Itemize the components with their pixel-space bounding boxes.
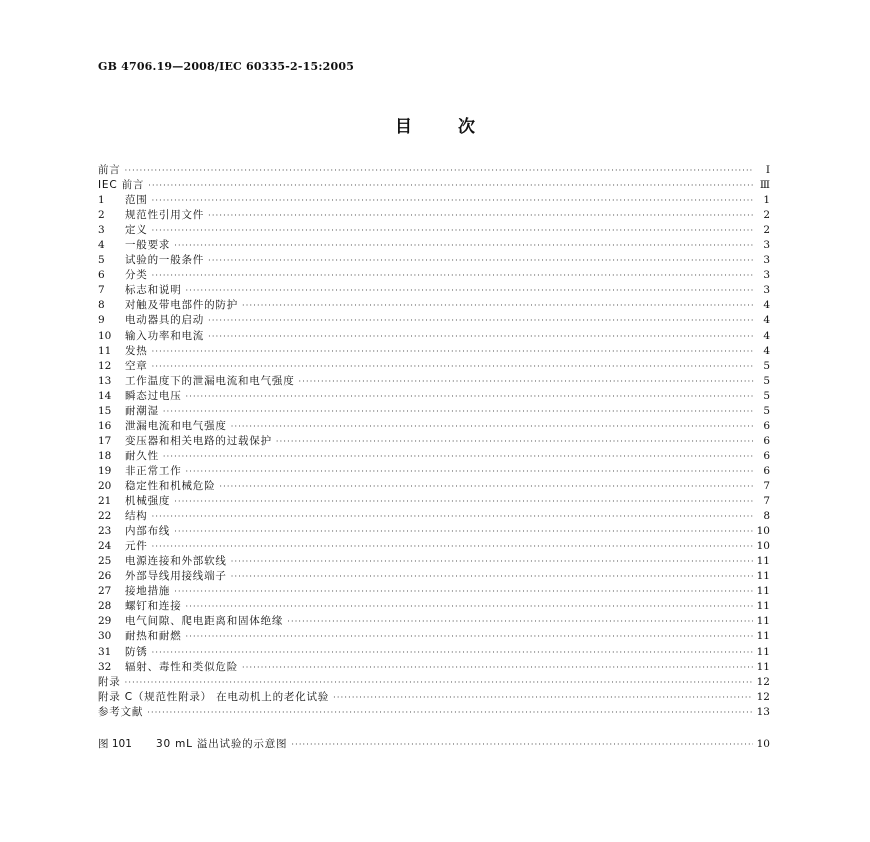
toc-entry[interactable] bbox=[98, 494, 770, 509]
toc-entry-number: 30 bbox=[98, 630, 112, 643]
toc-entry-number: 21 bbox=[98, 495, 112, 508]
toc-entry-label: 对触及带电部件的防护 bbox=[125, 299, 238, 312]
toc-entry[interactable] bbox=[98, 313, 770, 328]
toc-entry-label: 标志和说明 bbox=[125, 284, 182, 297]
toc-entry[interactable] bbox=[98, 434, 770, 449]
dot-leader bbox=[208, 313, 754, 328]
toc-entry-number: 1 bbox=[98, 194, 105, 207]
toc-entry-label: 附录 C（规范性附录） 在电动机上的老化试验 bbox=[98, 690, 330, 703]
toc-entry-label: 接地措施 bbox=[125, 585, 171, 598]
figure-entry-label: 30 mL 溢出试验的示意图 bbox=[156, 738, 288, 750]
toc-entry-label: 瞬态过电压 bbox=[125, 389, 182, 402]
toc-entry-number: 9 bbox=[98, 314, 105, 327]
toc-entry[interactable] bbox=[98, 329, 770, 344]
toc-entry-page: 11 bbox=[756, 585, 770, 598]
figure-list bbox=[98, 737, 770, 752]
toc-entry[interactable] bbox=[98, 208, 770, 223]
dot-leader bbox=[174, 238, 754, 253]
toc-entry-page: 4 bbox=[763, 314, 770, 327]
toc-entry[interactable] bbox=[98, 193, 770, 208]
toc-entry-page: 11 bbox=[756, 660, 770, 673]
toc-entry[interactable] bbox=[98, 298, 770, 313]
dot-leader bbox=[152, 223, 754, 238]
toc-entry-page: 7 bbox=[763, 479, 770, 492]
toc-entry-number: 18 bbox=[98, 449, 112, 462]
toc-entry-label: 耐久性 bbox=[125, 449, 159, 462]
toc-entry-label: 分类 bbox=[125, 269, 148, 282]
dot-leader bbox=[242, 660, 753, 675]
toc-entry-label: IEC 前言 bbox=[98, 179, 145, 192]
toc-entry-number: 25 bbox=[98, 555, 112, 568]
toc-entry[interactable] bbox=[98, 614, 770, 629]
toc-entry-number: 27 bbox=[98, 585, 112, 598]
toc-entry-number: 5 bbox=[98, 254, 105, 267]
figure-entry[interactable] bbox=[98, 737, 770, 752]
toc-entry-label: 辐射、毒性和类似危险 bbox=[125, 660, 238, 673]
toc-entry-number: 7 bbox=[98, 284, 105, 297]
toc-entry-label: 输入功率和电流 bbox=[125, 329, 205, 342]
toc-entry-page: 6 bbox=[763, 434, 770, 447]
toc-entry-page: 6 bbox=[763, 464, 770, 477]
dot-leader bbox=[148, 178, 754, 193]
dot-leader bbox=[186, 389, 755, 404]
toc-entry-number: 26 bbox=[98, 570, 112, 583]
toc-entry-label: 空章 bbox=[125, 359, 148, 372]
figure-entry-number: 图 101 bbox=[98, 738, 132, 750]
dot-leader bbox=[163, 449, 754, 464]
dot-leader bbox=[231, 569, 753, 584]
toc-entry-number: 29 bbox=[98, 615, 112, 628]
toc-entry[interactable] bbox=[98, 569, 770, 584]
toc-entry-page: 5 bbox=[763, 389, 770, 402]
toc-entry-number: 10 bbox=[98, 329, 112, 342]
toc-entry[interactable] bbox=[98, 449, 770, 464]
table-of-contents bbox=[98, 163, 770, 720]
toc-entry[interactable] bbox=[98, 374, 770, 389]
page-title: 目 次 bbox=[395, 117, 475, 137]
toc-entry-page: 2 bbox=[763, 209, 770, 222]
toc-entry-page: 10 bbox=[756, 525, 770, 538]
toc-entry-page: 4 bbox=[763, 299, 770, 312]
dot-leader bbox=[299, 374, 755, 389]
toc-entry-page: 11 bbox=[756, 555, 770, 568]
dot-leader bbox=[125, 675, 753, 690]
toc-entry[interactable] bbox=[98, 690, 770, 705]
toc-entry-label: 机械强度 bbox=[125, 495, 171, 508]
dot-leader bbox=[287, 614, 752, 629]
toc-entry-number: 28 bbox=[98, 600, 112, 613]
toc-entry[interactable] bbox=[98, 524, 770, 539]
dot-leader bbox=[231, 419, 754, 434]
dot-leader bbox=[242, 298, 754, 313]
toc-entry-number: 22 bbox=[98, 510, 112, 523]
dot-leader bbox=[152, 645, 753, 660]
toc-entry[interactable] bbox=[98, 645, 770, 660]
toc-entry-label: 非正常工作 bbox=[125, 464, 182, 477]
toc-entry-page: 5 bbox=[763, 374, 770, 387]
toc-entry-page: 10 bbox=[756, 540, 770, 553]
dot-leader bbox=[125, 163, 754, 178]
toc-entry-page: 7 bbox=[763, 495, 770, 508]
toc-entry[interactable] bbox=[98, 539, 770, 554]
toc-entry-number: 2 bbox=[98, 209, 105, 222]
toc-entry-page: I bbox=[765, 164, 770, 176]
toc-entry-page: 12 bbox=[756, 675, 770, 688]
toc-entry-label: 内部布线 bbox=[125, 525, 171, 538]
dot-leader bbox=[163, 404, 754, 419]
toc-entry-label: 试验的一般条件 bbox=[125, 254, 205, 267]
toc-entry-page: 8 bbox=[763, 510, 770, 523]
toc-entry-label: 结构 bbox=[125, 510, 148, 523]
toc-entry-page: 6 bbox=[763, 449, 770, 462]
toc-entry-label: 规范性引用文件 bbox=[125, 209, 205, 222]
dot-leader bbox=[333, 690, 753, 705]
dot-leader bbox=[208, 253, 754, 268]
dot-leader bbox=[174, 494, 754, 509]
toc-entry-page: 3 bbox=[763, 284, 770, 297]
toc-entry-number: 24 bbox=[98, 540, 112, 553]
toc-entry-label: 稳定性和机械危险 bbox=[125, 479, 216, 492]
toc-entry-page: 5 bbox=[763, 359, 770, 372]
dot-leader bbox=[291, 737, 752, 752]
dot-leader bbox=[152, 509, 754, 524]
toc-entry-label: 一般要求 bbox=[125, 239, 171, 252]
toc-entry-number: 16 bbox=[98, 419, 112, 432]
dot-leader bbox=[186, 599, 753, 614]
toc-entry-number: 6 bbox=[98, 269, 105, 282]
toc-entry-number: 32 bbox=[98, 660, 112, 673]
toc-entry-page: 11 bbox=[756, 645, 770, 658]
dot-leader bbox=[219, 479, 754, 494]
standard-code: GB 4706.19—2008/IEC 60335-2-15:2005 bbox=[98, 60, 355, 73]
toc-entry-number: 20 bbox=[98, 479, 112, 492]
toc-entry-label: 定义 bbox=[125, 224, 148, 237]
toc-entry[interactable] bbox=[98, 554, 770, 569]
toc-entry[interactable] bbox=[98, 223, 770, 238]
toc-entry[interactable] bbox=[98, 344, 770, 359]
toc-entry[interactable] bbox=[98, 675, 770, 690]
toc-entry-label: 耐热和耐燃 bbox=[125, 630, 182, 643]
dot-leader bbox=[152, 344, 754, 359]
toc-entry-label: 电源连接和外部软线 bbox=[125, 555, 227, 568]
dot-leader bbox=[152, 359, 754, 374]
dot-leader bbox=[174, 524, 752, 539]
toc-entry[interactable] bbox=[98, 163, 770, 178]
toc-entry-page: 3 bbox=[763, 269, 770, 282]
toc-entry-page: 11 bbox=[756, 630, 770, 643]
toc-entry-label: 变压器和相关电路的过载保护 bbox=[125, 434, 272, 447]
toc-entry-number: 23 bbox=[98, 525, 112, 538]
toc-entry-label: 范围 bbox=[125, 194, 148, 207]
toc-entry[interactable] bbox=[98, 389, 770, 404]
toc-entry[interactable] bbox=[98, 584, 770, 599]
toc-entry-page: 11 bbox=[756, 600, 770, 613]
toc-entry-label: 附录 bbox=[98, 675, 121, 688]
dot-leader bbox=[152, 268, 754, 283]
toc-entry[interactable] bbox=[98, 404, 770, 419]
toc-entry[interactable] bbox=[98, 705, 770, 720]
dot-leader bbox=[152, 539, 753, 554]
toc-entry-label: 电动器具的启动 bbox=[125, 314, 205, 327]
dot-leader bbox=[186, 283, 755, 298]
toc-entry-page: 5 bbox=[763, 404, 770, 417]
toc-entry[interactable] bbox=[98, 660, 770, 675]
toc-entry-label: 耐潮湿 bbox=[125, 404, 159, 417]
toc-entry-page: 11 bbox=[756, 615, 770, 628]
toc-entry-page: 3 bbox=[763, 239, 770, 252]
toc-entry[interactable] bbox=[98, 599, 770, 614]
toc-entry[interactable] bbox=[98, 419, 770, 434]
toc-entry-number: 15 bbox=[98, 404, 112, 417]
toc-entry-page: Ⅲ bbox=[759, 179, 770, 192]
toc-entry-number: 4 bbox=[98, 239, 105, 252]
toc-entry-number: 31 bbox=[98, 645, 112, 658]
toc-entry[interactable] bbox=[98, 253, 770, 268]
toc-entry-label: 螺钉和连接 bbox=[125, 600, 182, 613]
toc-entry-number: 13 bbox=[98, 374, 112, 387]
toc-entry[interactable] bbox=[98, 268, 770, 283]
toc-entry-page: 4 bbox=[763, 344, 770, 357]
toc-entry[interactable] bbox=[98, 509, 770, 524]
toc-entry-number: 8 bbox=[98, 299, 105, 312]
toc-entry-page: 11 bbox=[756, 570, 770, 583]
figure-entry-page: 10 bbox=[756, 738, 770, 750]
toc-entry[interactable] bbox=[98, 359, 770, 374]
toc-entry-label: 前言 bbox=[98, 164, 121, 176]
dot-leader bbox=[147, 705, 752, 720]
toc-entry-number: 12 bbox=[98, 359, 112, 372]
toc-entry-page: 3 bbox=[763, 254, 770, 267]
toc-entry-label: 电气间隙、爬电距离和固体绝缘 bbox=[125, 615, 284, 628]
toc-entry[interactable] bbox=[98, 283, 770, 298]
toc-entry-label: 发热 bbox=[125, 344, 148, 357]
dot-leader bbox=[276, 434, 754, 449]
toc-entry-page: 12 bbox=[756, 690, 770, 703]
dot-leader bbox=[186, 464, 755, 479]
toc-entry-number: 11 bbox=[98, 344, 112, 357]
toc-entry-label: 泄漏电流和电气强度 bbox=[125, 419, 227, 432]
toc-entry[interactable] bbox=[98, 178, 770, 193]
toc-entry[interactable] bbox=[98, 629, 770, 644]
toc-entry-page: 13 bbox=[756, 705, 770, 718]
dot-leader bbox=[208, 329, 754, 344]
toc-entry-number: 17 bbox=[98, 434, 112, 447]
dot-leader bbox=[186, 629, 753, 644]
toc-entry-page: 1 bbox=[763, 194, 770, 207]
toc-entry[interactable] bbox=[98, 238, 770, 253]
toc-entry-number: 3 bbox=[98, 224, 105, 237]
toc-entry-label: 元件 bbox=[125, 540, 148, 553]
toc-entry-label: 参考文献 bbox=[98, 705, 144, 718]
toc-entry-label: 防锈 bbox=[125, 645, 148, 658]
toc-entry-page: 2 bbox=[763, 224, 770, 237]
toc-entry[interactable] bbox=[98, 464, 770, 479]
toc-entry-label: 工作温度下的泄漏电流和电气强度 bbox=[125, 374, 295, 387]
toc-entry-page: 6 bbox=[763, 419, 770, 432]
toc-entry-label: 外部导线用接线端子 bbox=[125, 570, 227, 583]
toc-entry-page: 4 bbox=[763, 329, 770, 342]
dot-leader bbox=[231, 554, 753, 569]
dot-leader bbox=[152, 193, 754, 208]
toc-entry-number: 14 bbox=[98, 389, 112, 402]
toc-entry[interactable] bbox=[98, 479, 770, 494]
toc-entry-number: 19 bbox=[98, 464, 112, 477]
dot-leader bbox=[208, 208, 754, 223]
dot-leader bbox=[174, 584, 752, 599]
